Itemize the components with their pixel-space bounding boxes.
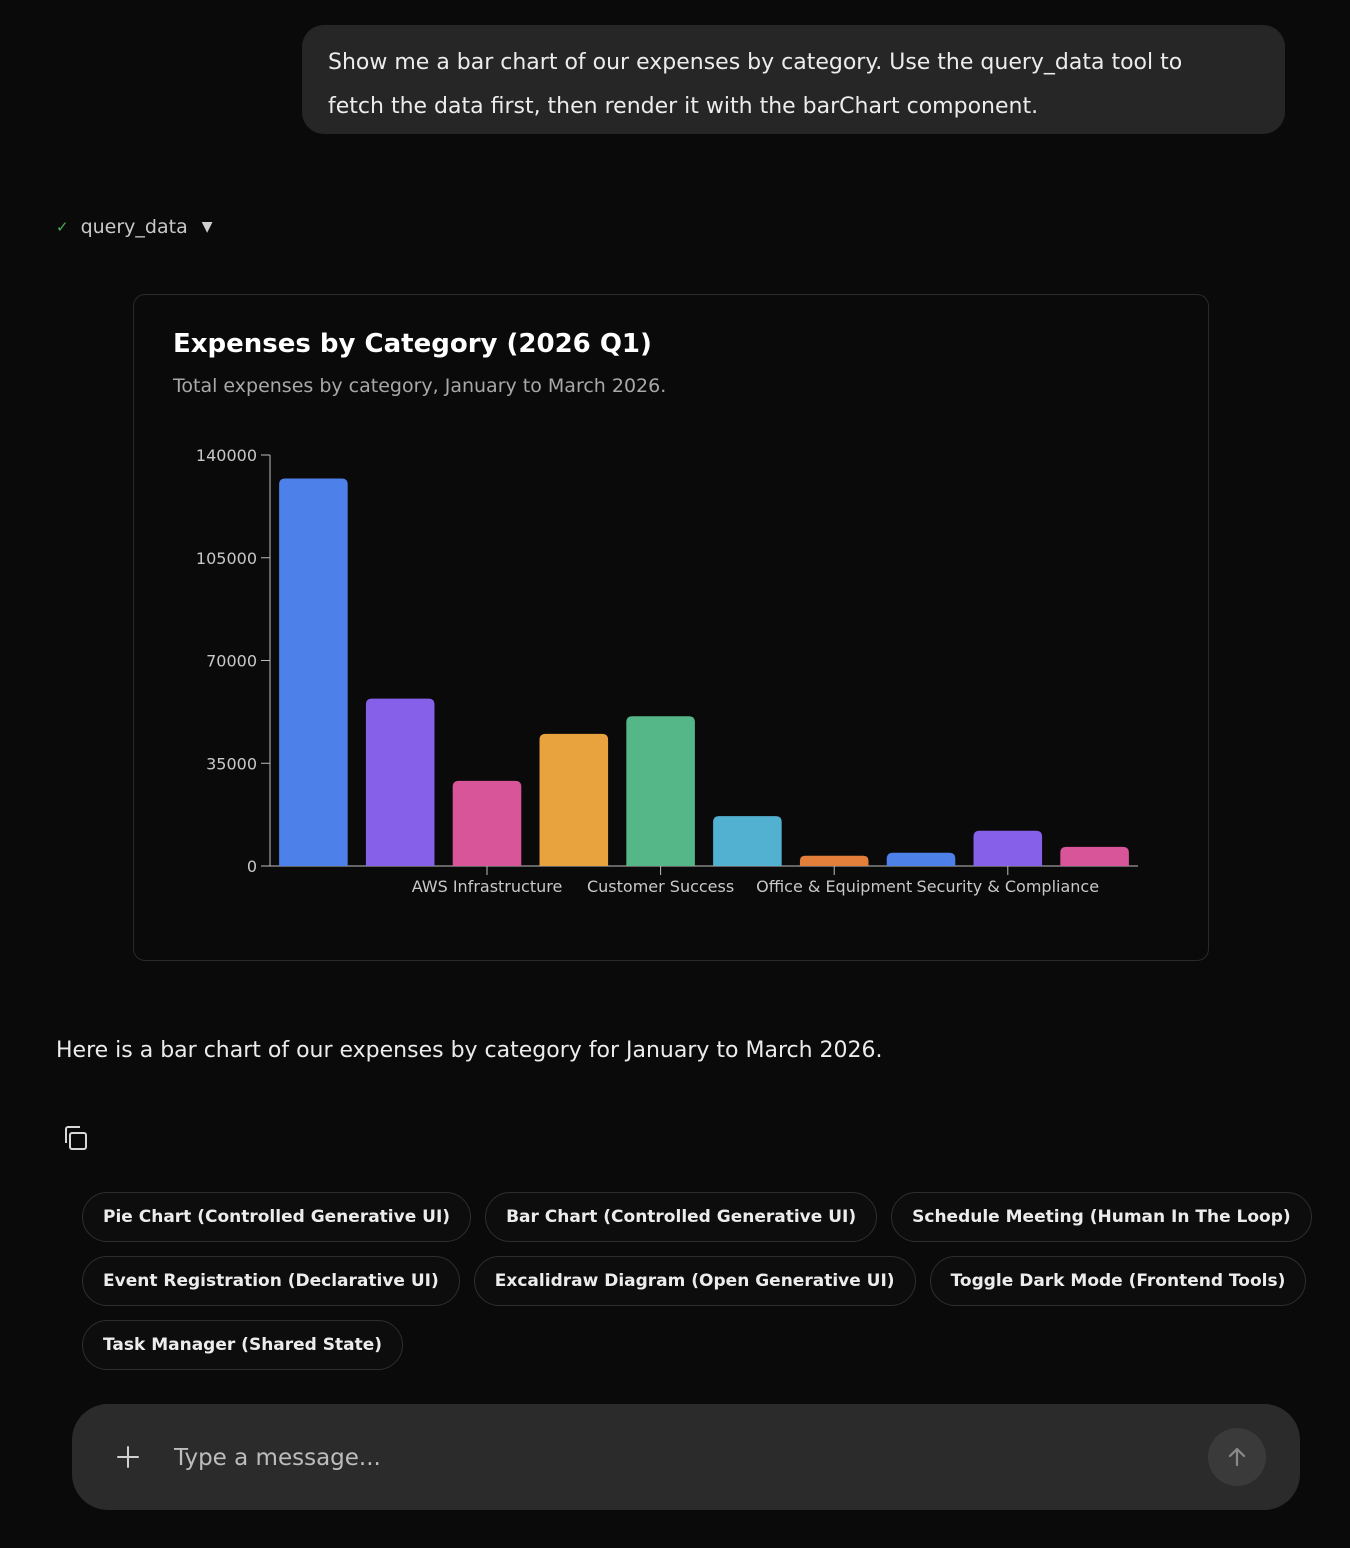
y-tick-label: 140000 [195, 446, 257, 465]
y-tick-label: 0 [246, 857, 257, 876]
suggestion-chips [82, 1192, 1291, 1384]
suggestion-bar-chart[interactable]: Bar Chart (Controlled Generative UI) [485, 1192, 877, 1242]
plus-icon [115, 1444, 141, 1470]
message-input[interactable] [172, 1434, 1196, 1482]
y-tick-label: 35000 [206, 754, 257, 774]
tool-call-name: query_data [80, 216, 188, 238]
chart-subtitle: Total expenses by category, January to March 2026. [173, 375, 667, 397]
chart-bar [887, 853, 956, 866]
message-composer [72, 1404, 1300, 1510]
suggestion-excalidraw-diagram[interactable]: Excalidraw Diagram (Open Generative UI) [474, 1256, 916, 1306]
x-tick-label: Customer Success [586, 877, 735, 896]
chart-bar [1060, 847, 1129, 866]
y-tick-label: 70000 [206, 651, 257, 671]
chart-bar [366, 699, 435, 866]
x-tick-label: Security & Compliance [916, 877, 1100, 896]
suggestion-event-registration[interactable]: Event Registration (Declarative UI) [82, 1256, 460, 1306]
suggestion-toggle-dark-mode[interactable]: Toggle Dark Mode (Frontend Tools) [930, 1256, 1307, 1306]
copy-icon [60, 1123, 90, 1153]
copy-button[interactable] [58, 1121, 92, 1155]
chart-bar [279, 478, 348, 866]
bar-chart-card [133, 294, 1209, 961]
suggestion-pie-chart[interactable]: Pie Chart (Controlled Generative UI) [82, 1192, 471, 1242]
suggestion-row [82, 1256, 1286, 1306]
bar-chart [134, 295, 1208, 960]
chart-bar [800, 856, 869, 866]
suggestion-row [82, 1192, 1291, 1242]
suggestion-task-manager[interactable]: Task Manager (Shared State) [82, 1320, 403, 1370]
x-tick-label: AWS Infrastructure [411, 877, 563, 896]
chart-bar [713, 816, 782, 866]
add-attachment-button[interactable] [108, 1437, 148, 1477]
user-message-line-2: fetch the data first, then render it with the barChart component. [328, 94, 1039, 119]
chart-title: Expenses by Category (2026 Q1) [173, 329, 652, 359]
chart-bar [540, 734, 609, 866]
check-icon: ✓ [56, 218, 69, 236]
x-tick-label: Office & Equipment [756, 877, 913, 896]
tool-call-toggle[interactable] [56, 212, 213, 242]
chart-bar [453, 781, 522, 866]
suggestion-schedule-meeting[interactable]: Schedule Meeting (Human In The Loop) [891, 1192, 1312, 1242]
caret-down-icon[interactable]: ▼ [201, 219, 213, 235]
arrow-up-icon [1225, 1445, 1249, 1469]
y-tick-label: 105000 [195, 548, 257, 568]
assistant-message: Here is a bar chart of our expenses by category for January to March 2026. [56, 1038, 883, 1063]
chart-bar [974, 831, 1043, 866]
suggestion-row [82, 1320, 1222, 1370]
user-message-line-1: Show me a bar chart of our expenses by category. Use the query_data tool to [328, 50, 1183, 75]
user-message-bubble [302, 25, 1285, 134]
send-button[interactable] [1208, 1428, 1266, 1486]
chart-bar [626, 716, 695, 866]
